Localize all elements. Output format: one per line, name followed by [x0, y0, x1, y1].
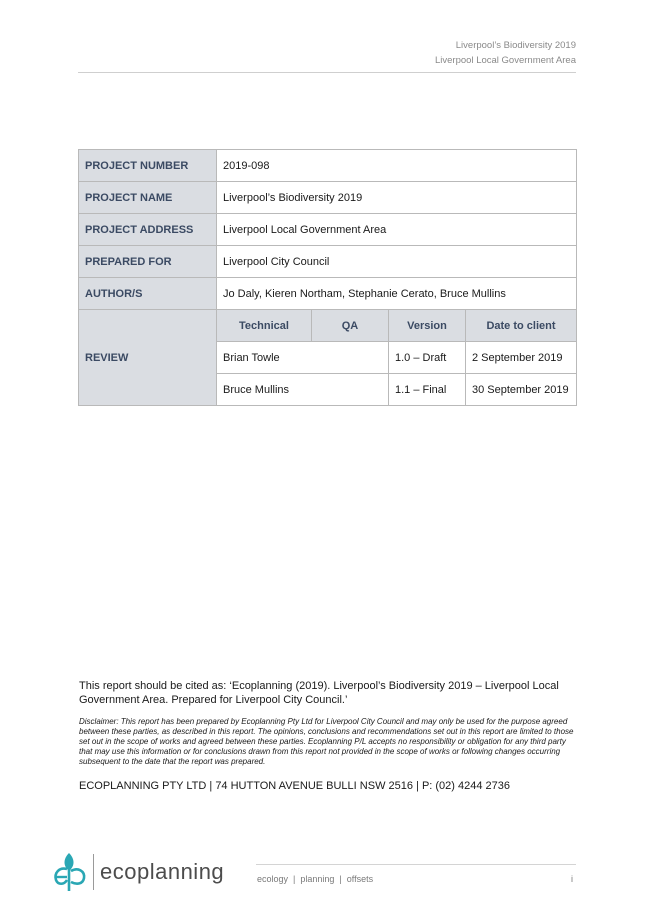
project-number-label: PROJECT NUMBER	[79, 150, 217, 182]
review-header-row	[79, 310, 577, 342]
citation-text: This report should be cited as: ‘Ecoplanning (2019). Liverpool’s Biodiversity 2019 – Liverpool Local Government Area. Prepared for Liverpool City Council.’	[79, 680, 559, 706]
review-date: 2 September 2019	[466, 342, 577, 374]
review-technical: Brian Towle	[217, 342, 389, 374]
leaf-logo-icon	[52, 851, 88, 893]
table-row	[79, 214, 577, 246]
review-technical: Bruce Mullins	[217, 374, 389, 406]
logo-divider	[93, 854, 94, 890]
project-details-table	[78, 149, 577, 406]
table-row	[79, 246, 577, 278]
project-address-label: PROJECT ADDRESS	[79, 214, 217, 246]
review-header-qa: QA	[312, 310, 389, 342]
page-header	[435, 38, 576, 68]
project-address-value: Liverpool Local Government Area	[217, 214, 577, 246]
review-date: 30 September 2019	[466, 374, 577, 406]
review-label: REVIEW	[79, 310, 217, 406]
table-row	[79, 182, 577, 214]
table-row	[79, 150, 577, 182]
review-header-date: Date to client	[466, 310, 577, 342]
table-row	[79, 278, 577, 310]
authors-value: Jo Daly, Kieren Northam, Stephanie Cerato, Bruce Mullins	[217, 278, 577, 310]
authors-label: AUTHOR/S	[79, 278, 217, 310]
header-area: Liverpool Local Government Area	[435, 55, 576, 66]
review-version: 1.1 – Final	[389, 374, 466, 406]
review-version: 1.0 – Draft	[389, 342, 466, 374]
project-name-label: PROJECT NAME	[79, 182, 217, 214]
logo-wordmark: ecoplanning	[100, 859, 225, 884]
prepared-for-label: PREPARED FOR	[79, 246, 217, 278]
prepared-for-value: Liverpool City Council	[217, 246, 577, 278]
footer-divider	[256, 864, 576, 865]
disclaimer-text: Disclaimer: This report has been prepared by Ecoplanning Pty Ltd for Liverpool City Council and may only be used for the purpose agreed between these parties, as described in this report. The opinions, conclusions and recommendations set out in this report are limited to those set out in the scope of works and agreed between these parties. Ecoplanning P/L accepts no responsibility or obligation for any third party that may use this information or for conclusions drawn from this report not provided in the scope of works or following changes occurring subsequent to the date that the report was prepared.	[79, 717, 574, 766]
project-number-value: 2019-098	[217, 150, 577, 182]
header-divider	[78, 72, 576, 73]
company-address: ECOPLANNING PTY LTD | 74 HUTTON AVENUE BULLI NSW 2516 | P: (02) 4244 2736	[79, 780, 511, 792]
review-header-technical: Technical	[217, 310, 312, 342]
review-header-version: Version	[389, 310, 466, 342]
footer-tagline: ecology | planning | offsets	[257, 874, 374, 884]
page-number: i	[571, 874, 573, 884]
header-title: Liverpool’s Biodiversity 2019	[455, 40, 576, 51]
project-name-value: Liverpool’s Biodiversity 2019	[217, 182, 577, 214]
ecoplanning-logo	[52, 851, 224, 893]
